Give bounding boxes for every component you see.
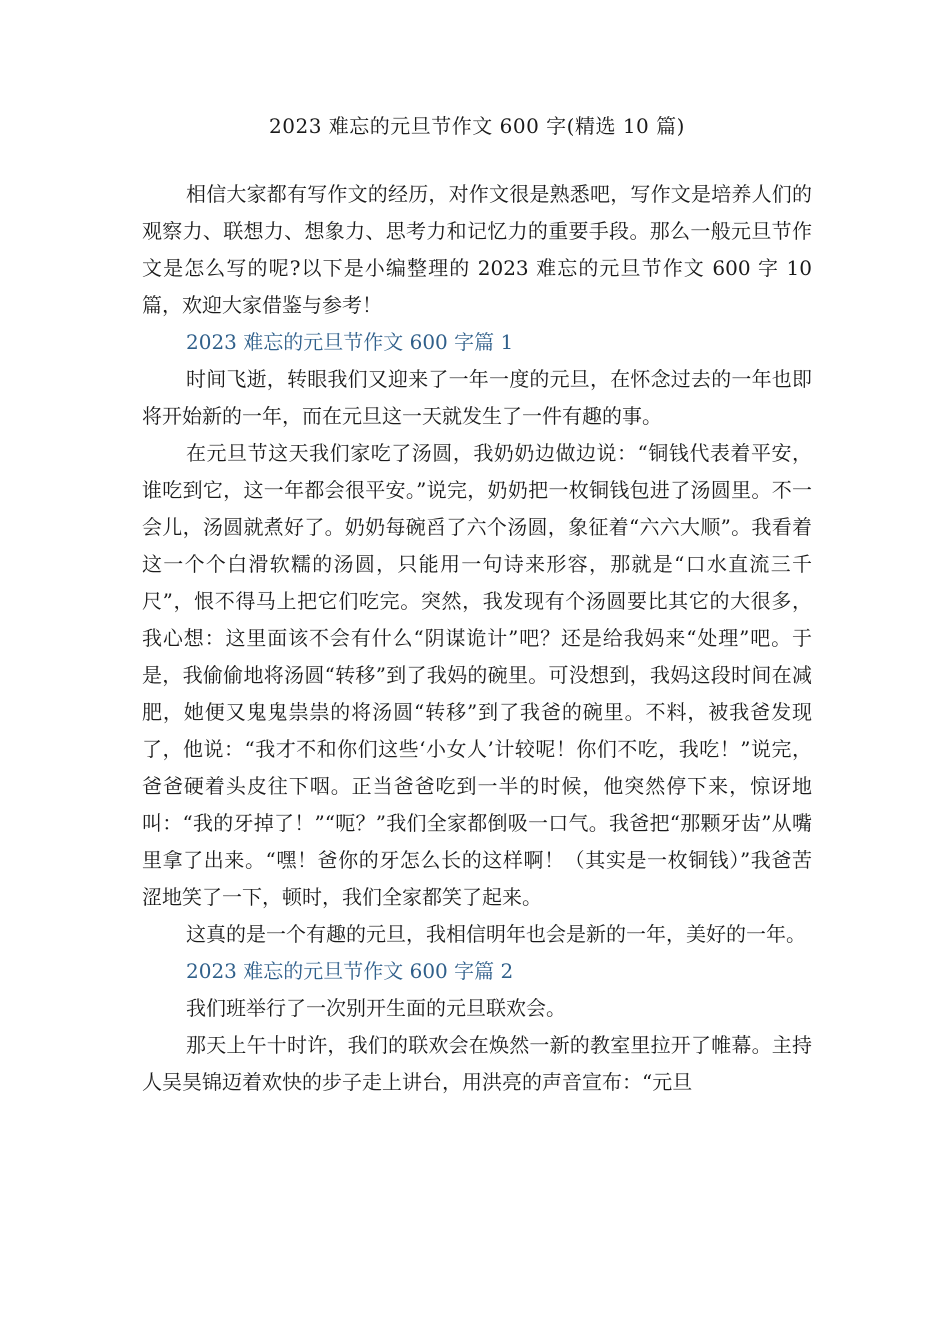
- section-heading-1: 2023 难忘的元旦节作文 600 字篇 1: [186, 330, 514, 354]
- section-2-paragraph-2: 那天上午十时许，我们的联欢会在焕然一新的教室里拉开了帷幕。主持人吴昊锦迈着欢快的步子走上讲台，用洪亮的声音宣布：“元旦: [142, 1033, 812, 1094]
- document-title: 2023 难忘的元旦节作文 600 字(精选 10 篇): [269, 114, 685, 138]
- section-1: [142, 324, 812, 953]
- intro-paragraph: 相信大家都有写作文的经历，对作文很是熟悉吧，写作文是培养人们的观察力、联想力、想象力、思考力和记忆力的重要手段。那么一般元旦节作文是怎么写的呢?以下是小编整理的 2023 难忘的元旦节作文 600 字 10 篇，欢迎大家借鉴与参考！: [142, 182, 812, 317]
- section-heading-2: 2023 难忘的元旦节作文 600 字篇 2: [186, 959, 514, 983]
- section-1-paragraph-2: 在元旦节这天我们家吃了汤圆，我奶奶边做边说：“铜钱代表着平安，谁吃到它，这一年都会很平安。”说完，奶奶把一枚铜钱包进了汤圆里。不一会儿，汤圆就煮好了。奶奶每碗舀了六个汤圆，象征着“六六大顺”。我看着这一个个白滑软糯的汤圆，只能用一句诗来形容，那就是“口水直流三千尺”，恨不得马上把它们吃完。突然，我发现有个汤圆要比其它的大很多，我心想：这里面该不会有什么“阴谋诡计”吧？还是给我妈来“处理”吧。于是，我偷偷地将汤圆“转移”到了我妈的碗里。可没想到，我妈这段时间在减肥，她便又鬼鬼祟祟的将汤圆“转移”到了我爸的碗里。不料，被我爸发现了，他说：“我才不和你们这些‘小女人’计较呢！你们不吃，我吃！”说完，爸爸硬着头皮往下咽。正当爸爸吃到一半的时候，他突然停下来，惊讶地叫：“我的牙掉了！”“呃？”我们全家都倒吸一口气。我爸把“那颗牙齿”从嘴里拿了出来。“嘿！爸你的牙怎么长的这样啊！（其实是一枚铜钱）”我爸苦涩地笑了一下，顿时，我们全家都笑了起来。: [142, 441, 812, 909]
- section-2-paragraph-1: 我们班举行了一次别开生面的元旦联欢会。: [186, 996, 566, 1020]
- section-1-paragraph-3: 这真的是一个有趣的元旦，我相信明年也会是新的一年，美好的一年。: [186, 922, 806, 946]
- document-page: [142, 108, 812, 1101]
- section-1-paragraph-1: 时间飞逝，转眼我们又迎来了一年一度的元旦，在怀念过去的一年也即将开始新的一年，而在元旦这一天就发生了一件有趣的事。: [142, 367, 812, 428]
- section-2: [142, 953, 812, 1101]
